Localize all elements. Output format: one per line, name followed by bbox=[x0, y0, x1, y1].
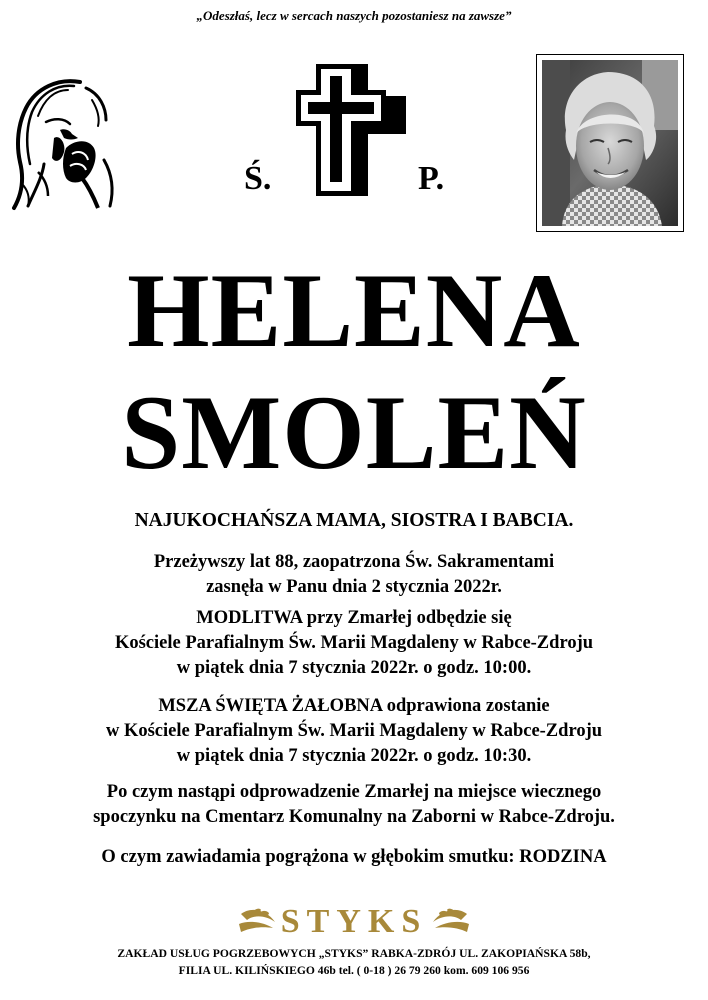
prayer-paragraph bbox=[0, 606, 708, 681]
closing-line: O czym zawiadamia pogrążona w głębokim smutku: RODZINA bbox=[101, 847, 607, 867]
paragraph-line: w Kościele Parafialnym Św. Marii Magdaleny w Rabce-Zdroju bbox=[105, 721, 603, 741]
paragraph-line: MODLITWA przy Zmarłej odbędzie się bbox=[196, 608, 512, 628]
paragraph-line: Po czym nastąpi odprowadzenie Zmarłej na miejsce wiecznego bbox=[106, 782, 602, 802]
portrait-photo bbox=[536, 54, 684, 232]
styks-logo bbox=[237, 896, 471, 946]
relation-line: NAJUKOCHAŃSZA MAMA, SIOSTRA I BABCIA. bbox=[134, 510, 574, 531]
portrait-image bbox=[542, 60, 678, 226]
cross-icon bbox=[296, 64, 406, 196]
paragraph-line: spoczynku na Cmentarz Komunalny na Zaborni w Rabce-Zdroju. bbox=[93, 807, 615, 827]
footer-address-line: ZAKŁAD USŁUG POGRZEBOWYCH „STYKS” RABKA-ZDRÓJ UL. ZAKOPIAŃSKA 58b, bbox=[117, 947, 591, 960]
paragraph-line: w piątek dnia 7 stycznia 2022r. o godz. 10:00. bbox=[176, 658, 532, 678]
footer-contact-line: FILIA UL. KILIŃSKIEGO 46b tel. ( 0-18 ) 26 79 260 kom. 609 106 956 bbox=[178, 964, 530, 977]
sp-left-letter: Ś. bbox=[244, 160, 272, 197]
praying-jesus-icon bbox=[8, 74, 118, 212]
paragraph-line: w piątek dnia 7 stycznia 2022r. o godz. 10:30. bbox=[176, 746, 532, 766]
sp-right-letter: P. bbox=[418, 160, 445, 197]
paragraph-line: Przeżywszy lat 88, zaopatrzona Św. Sakramentami bbox=[153, 552, 555, 572]
paragraph-line: zasnęła w Panu dnia 2 stycznia 2022r. bbox=[206, 577, 502, 597]
paragraph-line: Kościele Parafialnym Św. Marii Magdaleny w Rabce-Zdroju bbox=[114, 633, 594, 653]
motto-quote: „Odeszłaś, lecz w sercach naszych pozostaniesz na zawsze” bbox=[196, 8, 512, 23]
mass-paragraph bbox=[0, 694, 708, 769]
styks-logo-text: STYKS bbox=[280, 903, 428, 940]
paragraph-line: MSZA ŚWIĘTA ŻAŁOBNA odprawiona zostanie bbox=[158, 696, 550, 716]
death-notice-paragraph bbox=[0, 550, 708, 600]
last-name: SMOLEŃ bbox=[121, 374, 587, 491]
burial-paragraph bbox=[0, 780, 708, 830]
first-name: HELENA bbox=[127, 252, 581, 369]
